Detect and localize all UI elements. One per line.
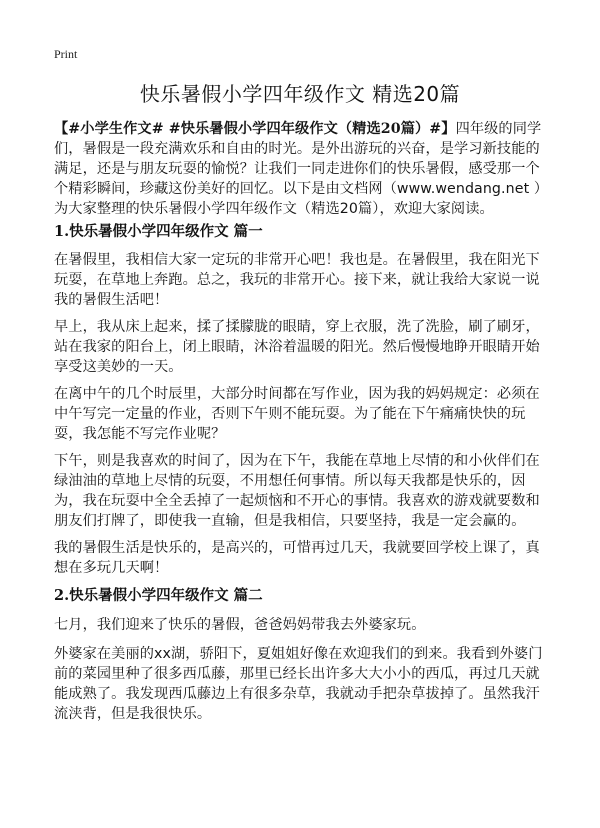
intro-text: 四年级的同学们，暑假是一段充满欢乐和自由的时光。是外出游玩的兴奋，是学习新技能的满足，还是与朋友玩耍的愉悦？让我们一同走进你们的快乐暑假，感受那一个个精彩瞬间，珍藏这份美好的回忆。以下是由文档网（www.wendang.net ）为大家整理的快乐暑假小学四年级作文（精选20篇），欢迎大家阅读。: [54, 121, 549, 217]
print-label[interactable]: Print: [54, 47, 78, 61]
document-title: 快乐暑假小学四年级作文 精选20篇: [139, 82, 461, 106]
section-heading-2: 2.快乐暑假小学四年级作文 篇二: [54, 587, 263, 604]
section-1-paragraph-4: 下午，则是我喜欢的时间了，因为在下午，我能在草地上尽情的和小伙伴们在绿油油的草地上尽情的玩耍，不用想任何事情。所以每天我都是快乐的，因为，我在玩耍中全全丢掉了一起烦恼和不开心的事情。我喜欢的游戏就要数和朋友们打牌了，即使我一直输，但是我相信，只要坚持，我是一定会赢的。: [54, 453, 540, 529]
section-1-paragraph-5: 我的暑假生活是快乐的，是高兴的，可惜再过几天，我就要回学校上课了，真想在多玩几天啊！: [54, 540, 540, 576]
section-1-paragraph-1: 在暑假里，我相信大家一定玩的非常开心吧！我也是。在暑假里，我在阳光下玩耍，在草地上奔跑。总之，我玩的非常开心。接下来，就让我给大家说一说我的暑假生活吧！: [54, 252, 540, 308]
intro-tag: 【#小学生作文# #快乐暑假小学四年级作文（精选20篇）#】: [54, 121, 456, 137]
section-heading-1: 1.快乐暑假小学四年级作文 篇一: [54, 223, 263, 240]
section-1-paragraph-2: 早上，我从床上起来，揉了揉朦胧的眼睛，穿上衣服，洗了洗脸，刷了刷牙，站在我家的阳台上，闭上眼睛，沐浴着温暖的阳光。然后慢慢地睁开眼睛开始享受这美妙的一天。: [54, 319, 540, 375]
intro-paragraph: [54, 119, 550, 219]
section-2-paragraph-2: 外婆家在美丽的xx湖，骄阳下，夏姐姐好像在欢迎我们的到来。我看到外婆门前的菜园里种了很多西瓜藤，那里已经长出许多大大小小的西瓜，再过几天就能成熟了。我发现西瓜藤边上有很多杂草，我就动手把杂草拔掉了。虽然我汗流浃背，但是我很快乐。: [54, 646, 543, 722]
section-1-paragraph-3: 在离中午的几个时辰里，大部分时间都在写作业，因为我的妈妈规定：必须在中午写完一定量的作业，否则下午则不能玩耍。为了能在下午痛痛快快的玩耍，我怎能不写完作业呢？: [54, 386, 540, 442]
section-2-paragraph-1: 七月，我们迎来了快乐的暑假，爸爸妈妈带我去外婆家玩。: [54, 617, 426, 633]
